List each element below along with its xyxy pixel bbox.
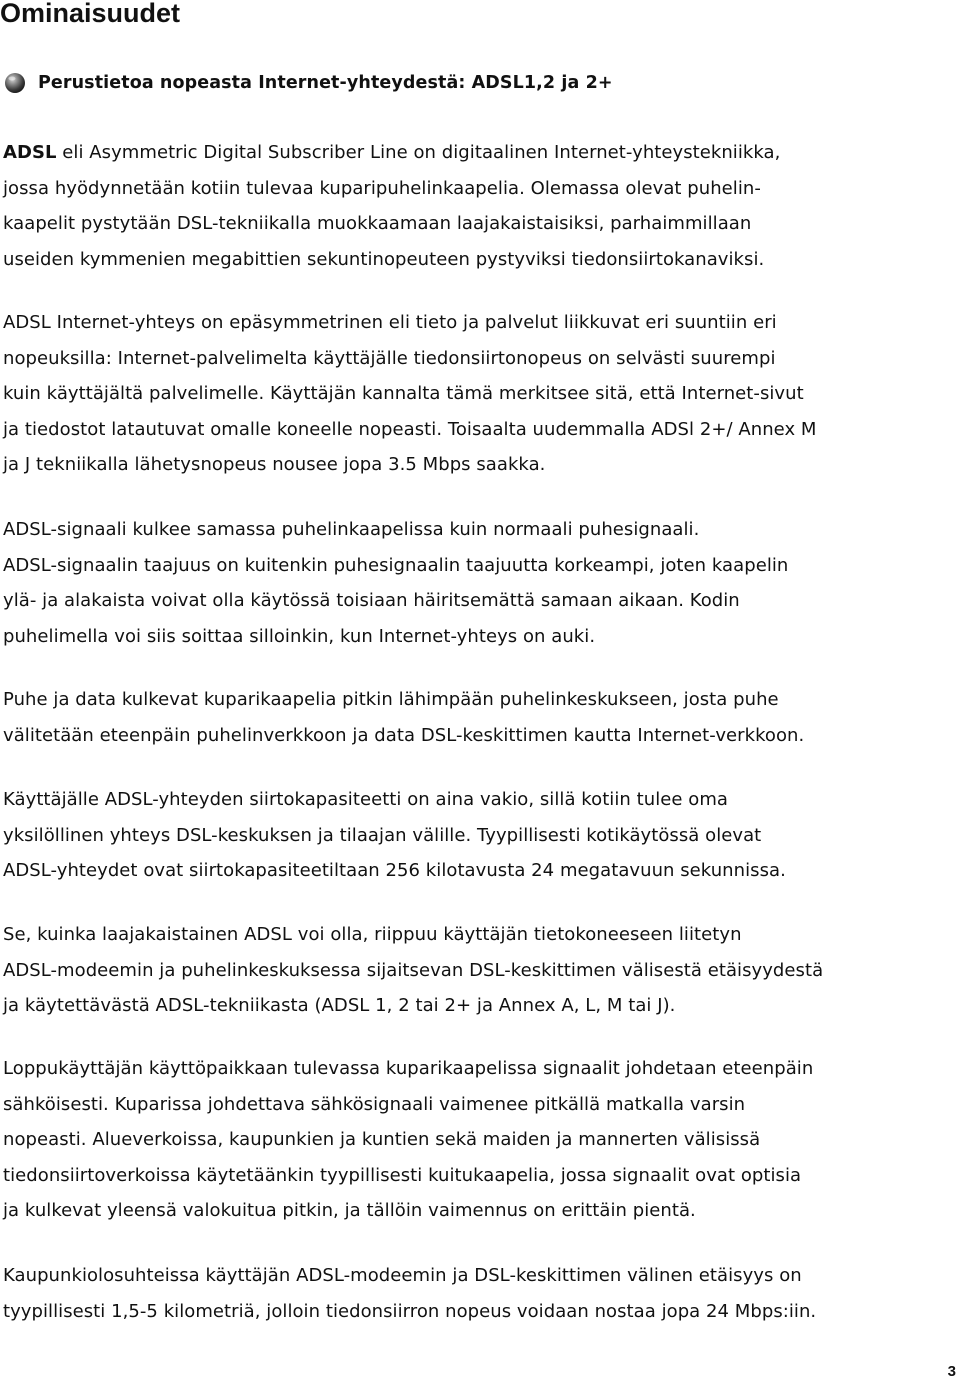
paragraph-3 (3, 512, 958, 654)
paragraph-line: Käyttäjälle ADSL-yhteyden siirtokapasiteetti on aina vakio, sillä kotiin tulee oma (3, 789, 729, 810)
paragraph-line: nopeuksilla: Internet-palvelimelta käyttäjälle tiedonsiirtonopeus on selvästi suurempi (3, 347, 776, 369)
paragraph-line: ADSL-signaali kulkee samassa puhelinkaapelissa kuin normaali puhesignaali. (3, 519, 700, 540)
page-title: Ominaisuudet (0, 0, 181, 28)
paragraph-1 (3, 135, 958, 277)
paragraph-line: ADSL-modeemin ja puhelinkeskuksessa sijaitsevan DSL-keskittimen välisestä etäisyydestä (3, 959, 824, 981)
paragraph-line: yksilöllinen yhteys DSL-keskuksen ja tilaajan välille. Tyypillisesti kotikäytössä olevat (3, 824, 762, 846)
section-subheading (4, 72, 613, 94)
paragraph-line: puhelimella voi siis soittaa silloinkin, kun Internet-yhteys on auki. (3, 625, 596, 647)
paragraph-line: ADSL Internet-yhteys on epäsymmetrinen eli tieto ja palvelut liikkuvat eri suuntiin eri (3, 312, 777, 333)
paragraph-line: tiedonsiirtoverkoissa käytetäänkin tyypillisesti kuitukaapelia, jossa signaalit ovat optisia (3, 1164, 802, 1186)
paragraph-line: Puhe ja data kulkevat kuparikaapelia pitkin lähimpään puhelinkeskukseen, josta puhe (3, 689, 779, 710)
paragraph-line: nopeasti. Alueverkoissa, kaupunkien ja kuntien sekä maiden ja mannerten välisissä (3, 1129, 761, 1151)
paragraph-line: kuin käyttäjältä palvelimelle. Käyttäjän kannalta tämä merkitsee sitä, että Internet-sivut (3, 383, 804, 405)
sphere-bullet-icon (4, 72, 26, 94)
paragraph-line: Kaupunkiolosuhteissa käyttäjän ADSL-modeemin ja DSL-keskittimen välinen etäisyys on (3, 1265, 802, 1286)
paragraph-8 (3, 1258, 958, 1329)
page-number: 3 (947, 1363, 956, 1380)
paragraph-line: useiden kymmenien megabittien sekuntinopeuteen pystyviksi tiedonsiirtokanaviksi. (3, 248, 765, 270)
paragraph-line: kaapelit pystytään DSL-tekniikalla muokkaamaan laajakaistaisiksi, parhaimmillaan (3, 213, 752, 235)
paragraph-7 (3, 1051, 958, 1229)
paragraph-line: sähköisesti. Kuparissa johdettava sähkösignaali vaimenee pitkällä matkalla varsin (3, 1093, 746, 1115)
paragraph-2 (3, 305, 958, 483)
paragraph-line-text: eli Asymmetric Digital Subscriber Line on digitaalinen Internet-yhteystekniikka, (56, 142, 781, 163)
paragraph-5 (3, 782, 958, 889)
paragraph-line: jossa hyödynnetään kotiin tulevaa kuparipuhelinkaapelia. Olemassa olevat puhelin- (3, 177, 761, 199)
paragraph-line: ja tiedostot latautuvat omalle koneelle nopeasti. Toisaalta uudemmalla ADSl 2+/ Annex M (3, 418, 817, 440)
paragraph-line: ja käytettävästä ADSL-tekniikasta (ADSL 1, 2 tai 2+ ja Annex A, L, M tai J). (3, 995, 676, 1017)
paragraph-lead-term: ADSL (3, 142, 57, 163)
paragraph-line (3, 135, 958, 171)
paragraph-line: ADSL-yhteydet ovat siirtokapasiteetiltaan 256 kilotavusta 24 megatavuun sekunnissa. (3, 860, 786, 882)
subheading-text: Perustietoa nopeasta Internet-yhteydestä: ADSL1,2 ja 2+ (38, 73, 613, 93)
paragraph-line: ja J tekniikalla lähetysnopeus nousee jopa 3.5 Mbps saakka. (3, 454, 546, 476)
paragraph-line: Se, kuinka laajakaistainen ADSL voi olla, riippuu käyttäjän tietokoneeseen liitetyn (3, 924, 742, 945)
paragraph-line: ja kulkevat yleensä valokuitua pitkin, ja tällöin vaimennus on erittäin pientä. (3, 1200, 696, 1222)
paragraph-line: ADSL-signaalin taajuus on kuitenkin puhesignaalin taajuutta korkeampi, joten kaapelin (3, 554, 789, 576)
paragraph-line: Loppukäyttäjän käyttöpaikkaan tulevassa kuparikaapelissa signaalit johdetaan eteenpäin (3, 1058, 814, 1079)
paragraph-line: ylä- ja alakaista voivat olla käytössä toisiaan häiritsemättä samaan aikaan. Kodin (3, 590, 740, 612)
paragraph-line: välitetään eteenpäin puhelinverkkoon ja data DSL-keskittimen kautta Internet-verkkoon. (3, 724, 805, 746)
paragraph-6 (3, 917, 958, 1024)
paragraph-4 (3, 682, 958, 753)
paragraph-line: tyypillisesti 1,5-5 kilometriä, jolloin tiedonsiirron nopeus voidaan nostaa jopa 24 Mbps:iin. (3, 1300, 817, 1322)
